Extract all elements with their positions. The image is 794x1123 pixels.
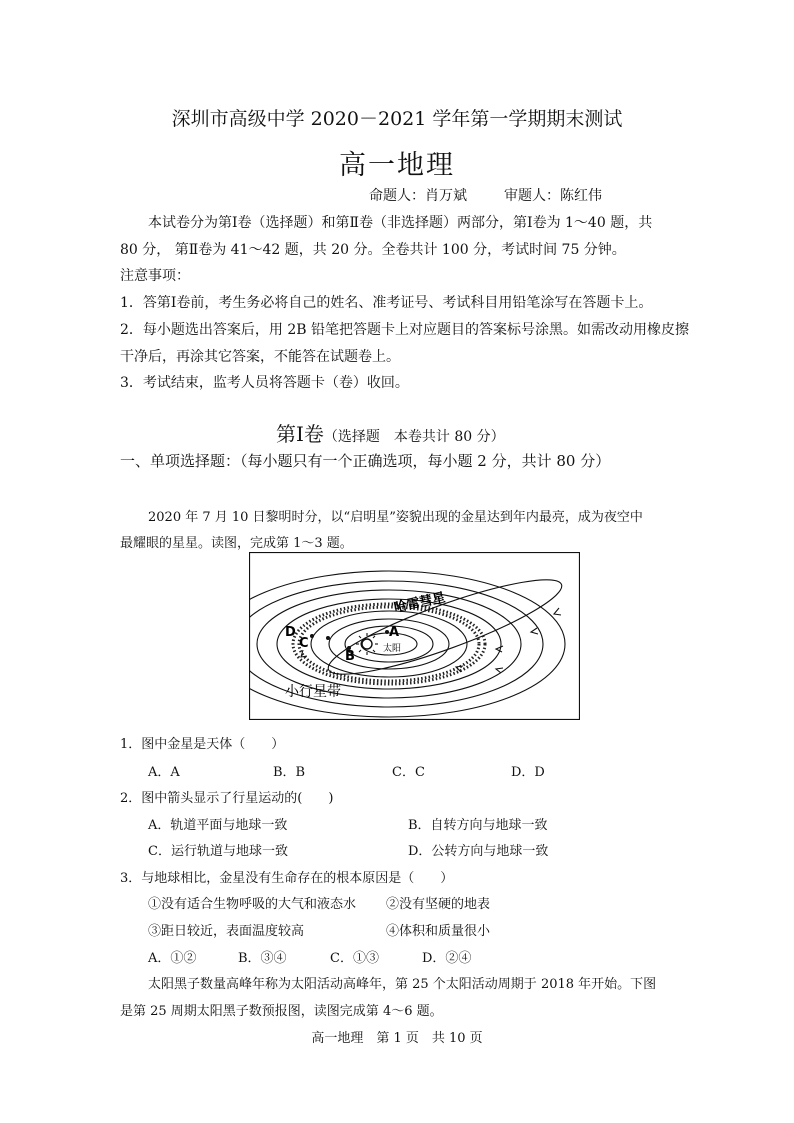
label-halley-comet: 哈雷彗星 xyxy=(392,590,447,616)
solar-system-diagram xyxy=(249,552,580,720)
label-sun: 太阳 xyxy=(383,644,402,654)
part1-title-sub: （选择题 本卷共计 80 分） xyxy=(323,429,505,445)
label-c: C xyxy=(299,636,309,651)
page-footer: 高一地理 第 1 页 共 10 页 xyxy=(311,1031,483,1046)
q2-stem: 2．图中箭头显示了行星运动的( ) xyxy=(120,791,334,806)
intro-line-1: 本试卷分为第Ⅰ卷（选择题）和第Ⅱ卷（非选择题）两部分，第Ⅰ卷为 1～40 题，共 xyxy=(148,215,653,231)
part1-title xyxy=(276,418,505,447)
q2-option-d: D．公转方向与地球一致 xyxy=(408,844,549,859)
q3-statement-1: ①没有适合生物呼吸的大气和液态水 xyxy=(148,897,357,912)
subject-title: 高一地理 xyxy=(339,150,455,181)
notes-heading: 注意事项： xyxy=(120,268,190,284)
q3-statement-4: ④体积和质量很小 xyxy=(386,924,491,939)
q3-option-b: B．③④ xyxy=(238,951,287,966)
q2-option-c: C．运行轨道与地球一致 xyxy=(148,844,288,859)
setter-label: 命题人：肖万斌 xyxy=(369,188,467,204)
label-b: B xyxy=(345,649,355,664)
q3-statement-3: ③距日较近，表面温度较高 xyxy=(148,924,305,939)
note-item-2-line-2: 干净后，再涂其它答案，不能答在试题卷上。 xyxy=(120,349,400,365)
exam-title: 深圳市高级中学 2020－2021 学年第一学期期末测试 xyxy=(171,108,623,130)
q1-stem: 1．图中金星是天体（ ） xyxy=(120,737,285,752)
q3-option-d: D．②④ xyxy=(422,951,472,966)
q1-option-d: D．D xyxy=(511,765,545,780)
reviewer-label: 审题人：陈红伟 xyxy=(504,188,602,204)
q1-option-b: B．B xyxy=(273,765,306,780)
passage2-line-2: 是第 25 周期太阳黑子数预报图，读图完成第 4～6 题。 xyxy=(120,1004,443,1019)
passage1-line-1: 2020 年 7 月 10 日黎明时分，以“启明星”姿貌出现的金星达到年内最亮，成为夜空中 xyxy=(148,510,643,525)
q2-option-a: A．轨道平面与地球一致 xyxy=(148,818,288,833)
q3-option-c: C．①③ xyxy=(330,951,379,966)
label-asteroid-belt: 小行星带 xyxy=(285,684,341,700)
part1-title-main: 第Ⅰ卷 xyxy=(276,422,324,446)
note-item-3: 3．考试结束，监考人员将答题卡（卷）收回。 xyxy=(120,375,409,391)
q3-stem: 3．与地球相比，金星没有生命存在的根本原因是（ ） xyxy=(120,871,454,886)
section-heading: 一、单项选择题：（每小题只有一个正确选项，每小题 2 分，共计 80 分） xyxy=(120,452,611,470)
note-item-2-line-1: 2．每小题选出答案后，用 2B 铅笔把答题卡上对应题目的答案标号涂黑。如需改动用橡皮擦 xyxy=(120,322,690,338)
note-item-1: 1．答第Ⅰ卷前，考生务必将自己的姓名、准考证号、考试科目用铅笔涂写在答题卡上。 xyxy=(120,295,653,311)
q1-option-c: C．C xyxy=(392,765,425,780)
label-a: A xyxy=(389,625,400,640)
q2-option-b: B．自转方向与地球一致 xyxy=(408,818,548,833)
intro-line-2: 80 分， 第Ⅱ卷为 41～42 题，共 20 分。全卷共计 100 分，考试时间 75 分钟。 xyxy=(120,242,626,258)
q3-option-a: A．①② xyxy=(148,951,197,966)
q3-statement-2: ②没有坚硬的地表 xyxy=(386,897,491,912)
label-d: D xyxy=(285,625,296,640)
q1-option-a: A．A xyxy=(148,765,180,780)
passage1-line-2: 最耀眼的星星。读图，完成第 1～3 题。 xyxy=(120,536,353,551)
passage2-line-1: 太阳黑子数量高峰年称为太阳活动高峰年，第 25 个太阳活动周期于 2018 年开始。下图 xyxy=(148,977,657,992)
